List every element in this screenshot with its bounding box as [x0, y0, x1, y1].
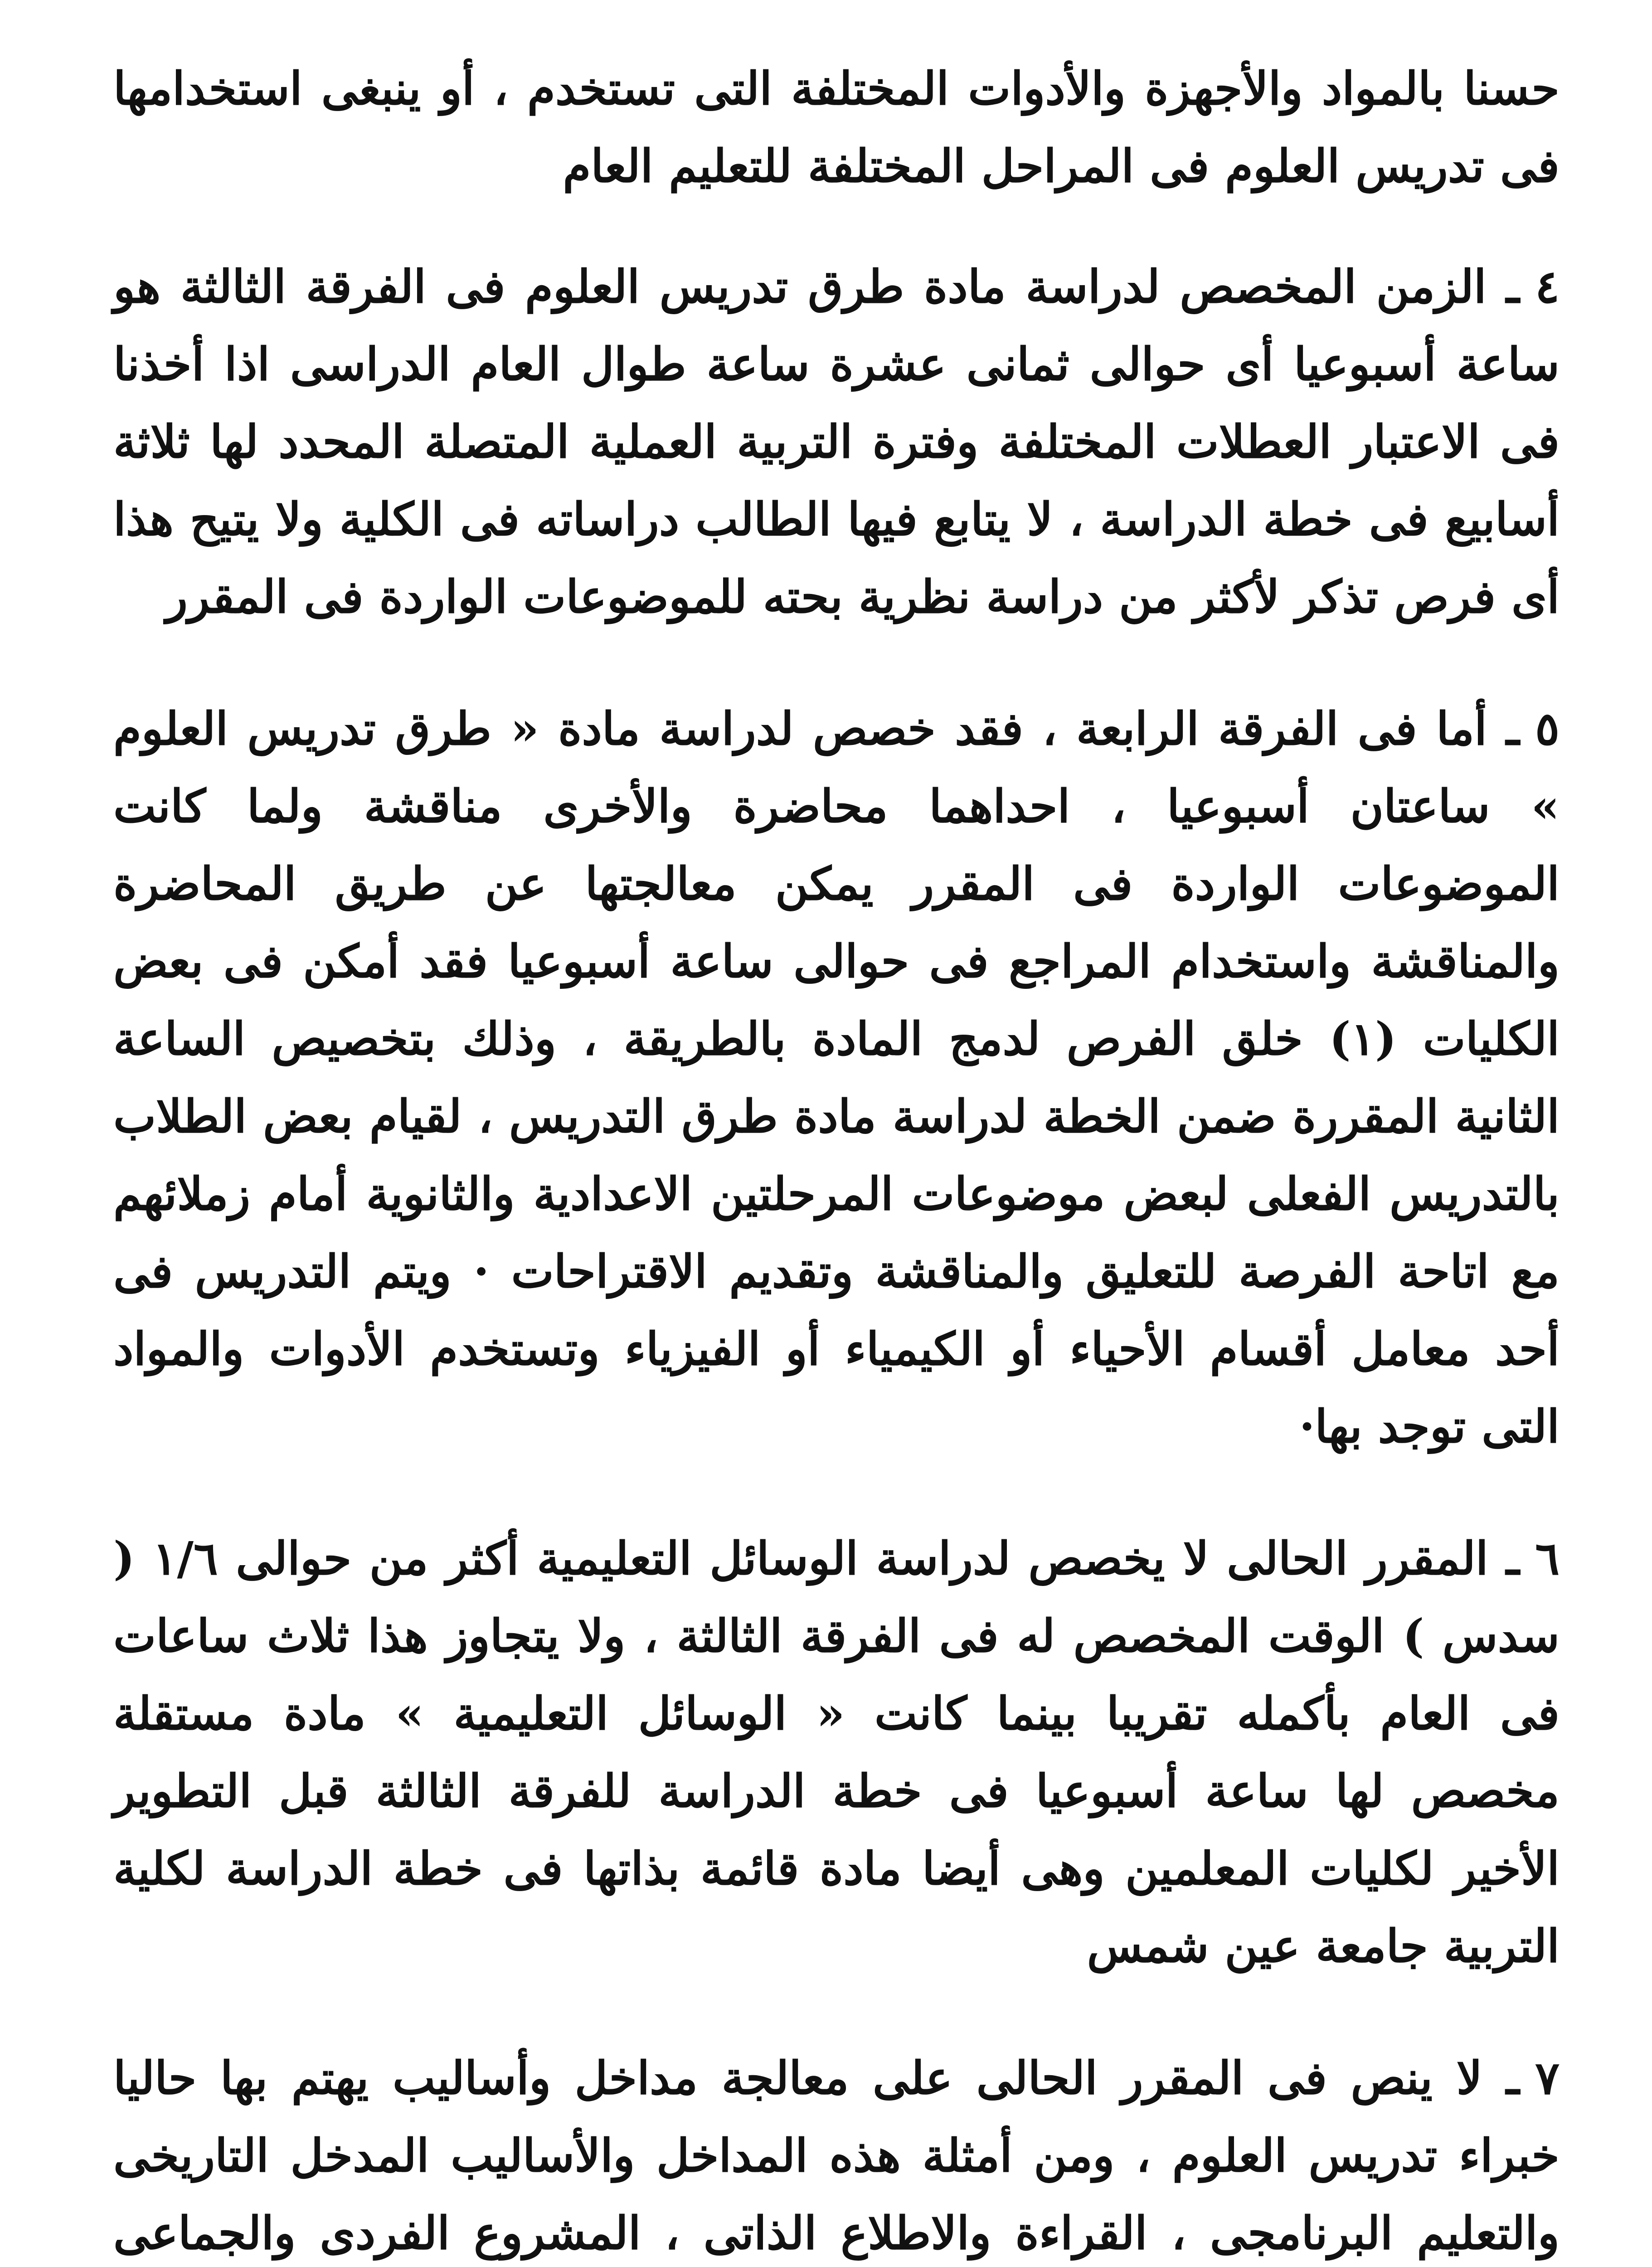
- page-body: [113, 50, 1560, 2267]
- paragraph-number: ٧ ـ: [1506, 2051, 1560, 2105]
- paragraph-4: [113, 248, 1560, 636]
- paragraph-6: [113, 1520, 1560, 1985]
- paragraph-7: [113, 2039, 1560, 2267]
- paragraph-text: المقرر الحالى لا يخصص لدراسة الوسائل التعليمية أكثر من حوالى ١/٦ ( سدس ) الوقت المخصص له فى الفرقة الثالثة ، ولا يتجاوز هذا ثلاث ساعات فى العام بأكمله تقريبا بينما كانت « الوسائل التعليمية » مادة مستقلة مخصص لها ساعة أسبوعيا فى خطة الدراسة للفرقة الثالثة قبل التطوير الأخير لكليات المعلمين وهى أيضا مادة قائمة بذاتها فى خطة الدراسة لكلية التربية جامعة عين شمس: [113, 1532, 1560, 1973]
- paragraph-text: الزمن المخصص لدراسة مادة طرق تدريس العلوم فى الفرقة الثالثة هو ساعة أسبوعيا أى حوالى ثمانى عشرة ساعة طوال العام الدراسى اذا أخذنا فى الاعتبار العطلات المختلفة وفترة التربية العملية المتصلة المحدد لها ثلاثة أسابيع فى خطة الدراسة ، لا يتابع فيها الطالب دراساته فى الكلية ولا يتيح هذا أى فرص تذكر لأكثر من دراسة نظرية بحته للموضوعات الواردة فى المقرر: [113, 260, 1560, 623]
- paragraph-text: لا ينص فى المقرر الحالى على معالجة مداخل وأساليب يهتم بها حاليا خبراء تدريس العلوم ، ومن أمثلة هذه المداخل والأساليب المدخل التاريخى والتعليم البرنامجى ، القراءة والاطلاع الذاتى ، المشروع الفردى والجماعى: [113, 2051, 1560, 2260]
- paragraph-5: [113, 690, 1560, 1465]
- paragraph-number: ٥ ـ: [1506, 702, 1560, 755]
- paragraph-number: ٤ ـ: [1506, 260, 1560, 313]
- paragraph-intro: [113, 50, 1560, 205]
- paragraph-text: أما فى الفرقة الرابعة ، فقد خصص لدراسة مادة « طرق تدريس العلوم » ساعتان أسبوعيا ، احداهما محاضرة والأخرى مناقشة ولما كانت الموضوعات الواردة فى المقرر يمكن معالجتها عن طريق المحاضرة والمناقشة واستخدام المراجع فى حوالى ساعة أسبوعيا فقد أمكن فى بعض الكليات (١) خلق الفرص لدمج المادة بالطريقة ، وذلك بتخصيص الساعة الثانية المقررة ضمن الخطة لدراسة مادة طرق التدريس ، لقيام بعض الطلاب بالتدريس الفعلى لبعض موضوعات المرحلتين الاعدادية والثانوية أمام زملائهم مع اتاحة الفرصة للتعليق والمناقشة وتقديم الاقتراحات · ويتم التدريس فى أحد معامل أقسام الأحياء أو الكيمياء أو الفيزياء وتستخدم الأدوات والمواد التى توجد بها·: [113, 702, 1560, 1453]
- paragraph-number: ٦ ـ: [1506, 1532, 1560, 1585]
- paragraph-text: حسنا بالمواد والأجهزة والأدوات المختلفة التى تستخدم ، أو ينبغى استخدامها فى تدريس العلوم فى المراحل المختلفة للتعليم العام: [113, 62, 1560, 193]
- main-text: [113, 50, 1560, 2267]
